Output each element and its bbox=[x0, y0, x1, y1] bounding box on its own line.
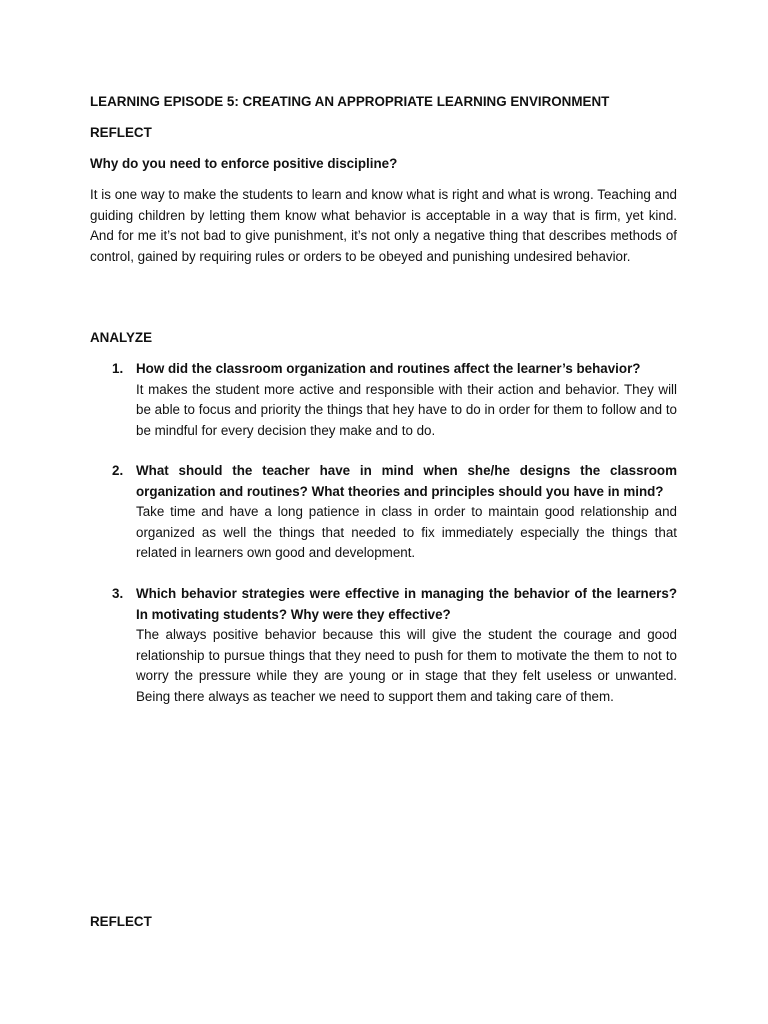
answer-text: The always positive behavior because this will give the student the courage and good relationship to pursue things that they need to push for them to motivate the them to not to worry the pressure while they are young or in stage that they felt useless or unwanted. Being there always as teacher we need to support them and taking care of them. bbox=[136, 627, 677, 704]
question-text: How did the classroom organization and routines affect the learner’s behavior? bbox=[136, 361, 641, 376]
reflect-question: Why do you need to enforce positive discipline? bbox=[90, 156, 398, 171]
page-title: LEARNING EPISODE 5: CREATING AN APPROPRIATE LEARNING ENVIRONMENT bbox=[90, 94, 610, 109]
reflect-answer: It is one way to make the students to learn and know what is right and what is wrong. Teaching and guiding children by letting them know what behavior is acceptable in a way that is firm, yet kind. And for me it’s not bad to give punishment, it’s not only a negative thing that describes methods of control, gained by requiring rules or orders to be obeyed and punishing undesired behavior. bbox=[90, 187, 677, 264]
footer-reflect-heading: REFLECT bbox=[90, 914, 152, 929]
question-number: 1. bbox=[112, 361, 124, 376]
question-number: 3. bbox=[112, 586, 124, 601]
question-item bbox=[136, 584, 677, 708]
analyze-heading: ANALYZE bbox=[90, 330, 153, 345]
reflect-heading: REFLECT bbox=[90, 125, 152, 140]
answer-text: Take time and have a long patience in class in order to maintain good relationship and organized as well the things that needed to fix immediately especially the things that related in learners own good and development. bbox=[136, 504, 677, 561]
question-text: What should the teacher have in mind when she/he designs the classroom organization and routines? What theories and principles should you have in mind? bbox=[136, 463, 677, 499]
question-text: Which behavior strategies were effective in managing the behavior of the learners? In motivating students? Why were they effective? bbox=[136, 586, 677, 622]
answer-text: It makes the student more active and responsible with their action and behavior. They will be able to focus and priority the things that hey have to do in order for them to follow and to be mindful for every decision they make and to do. bbox=[136, 381, 677, 438]
question-item bbox=[136, 359, 677, 441]
question-item bbox=[136, 461, 677, 564]
question-number: 2. bbox=[112, 463, 124, 478]
